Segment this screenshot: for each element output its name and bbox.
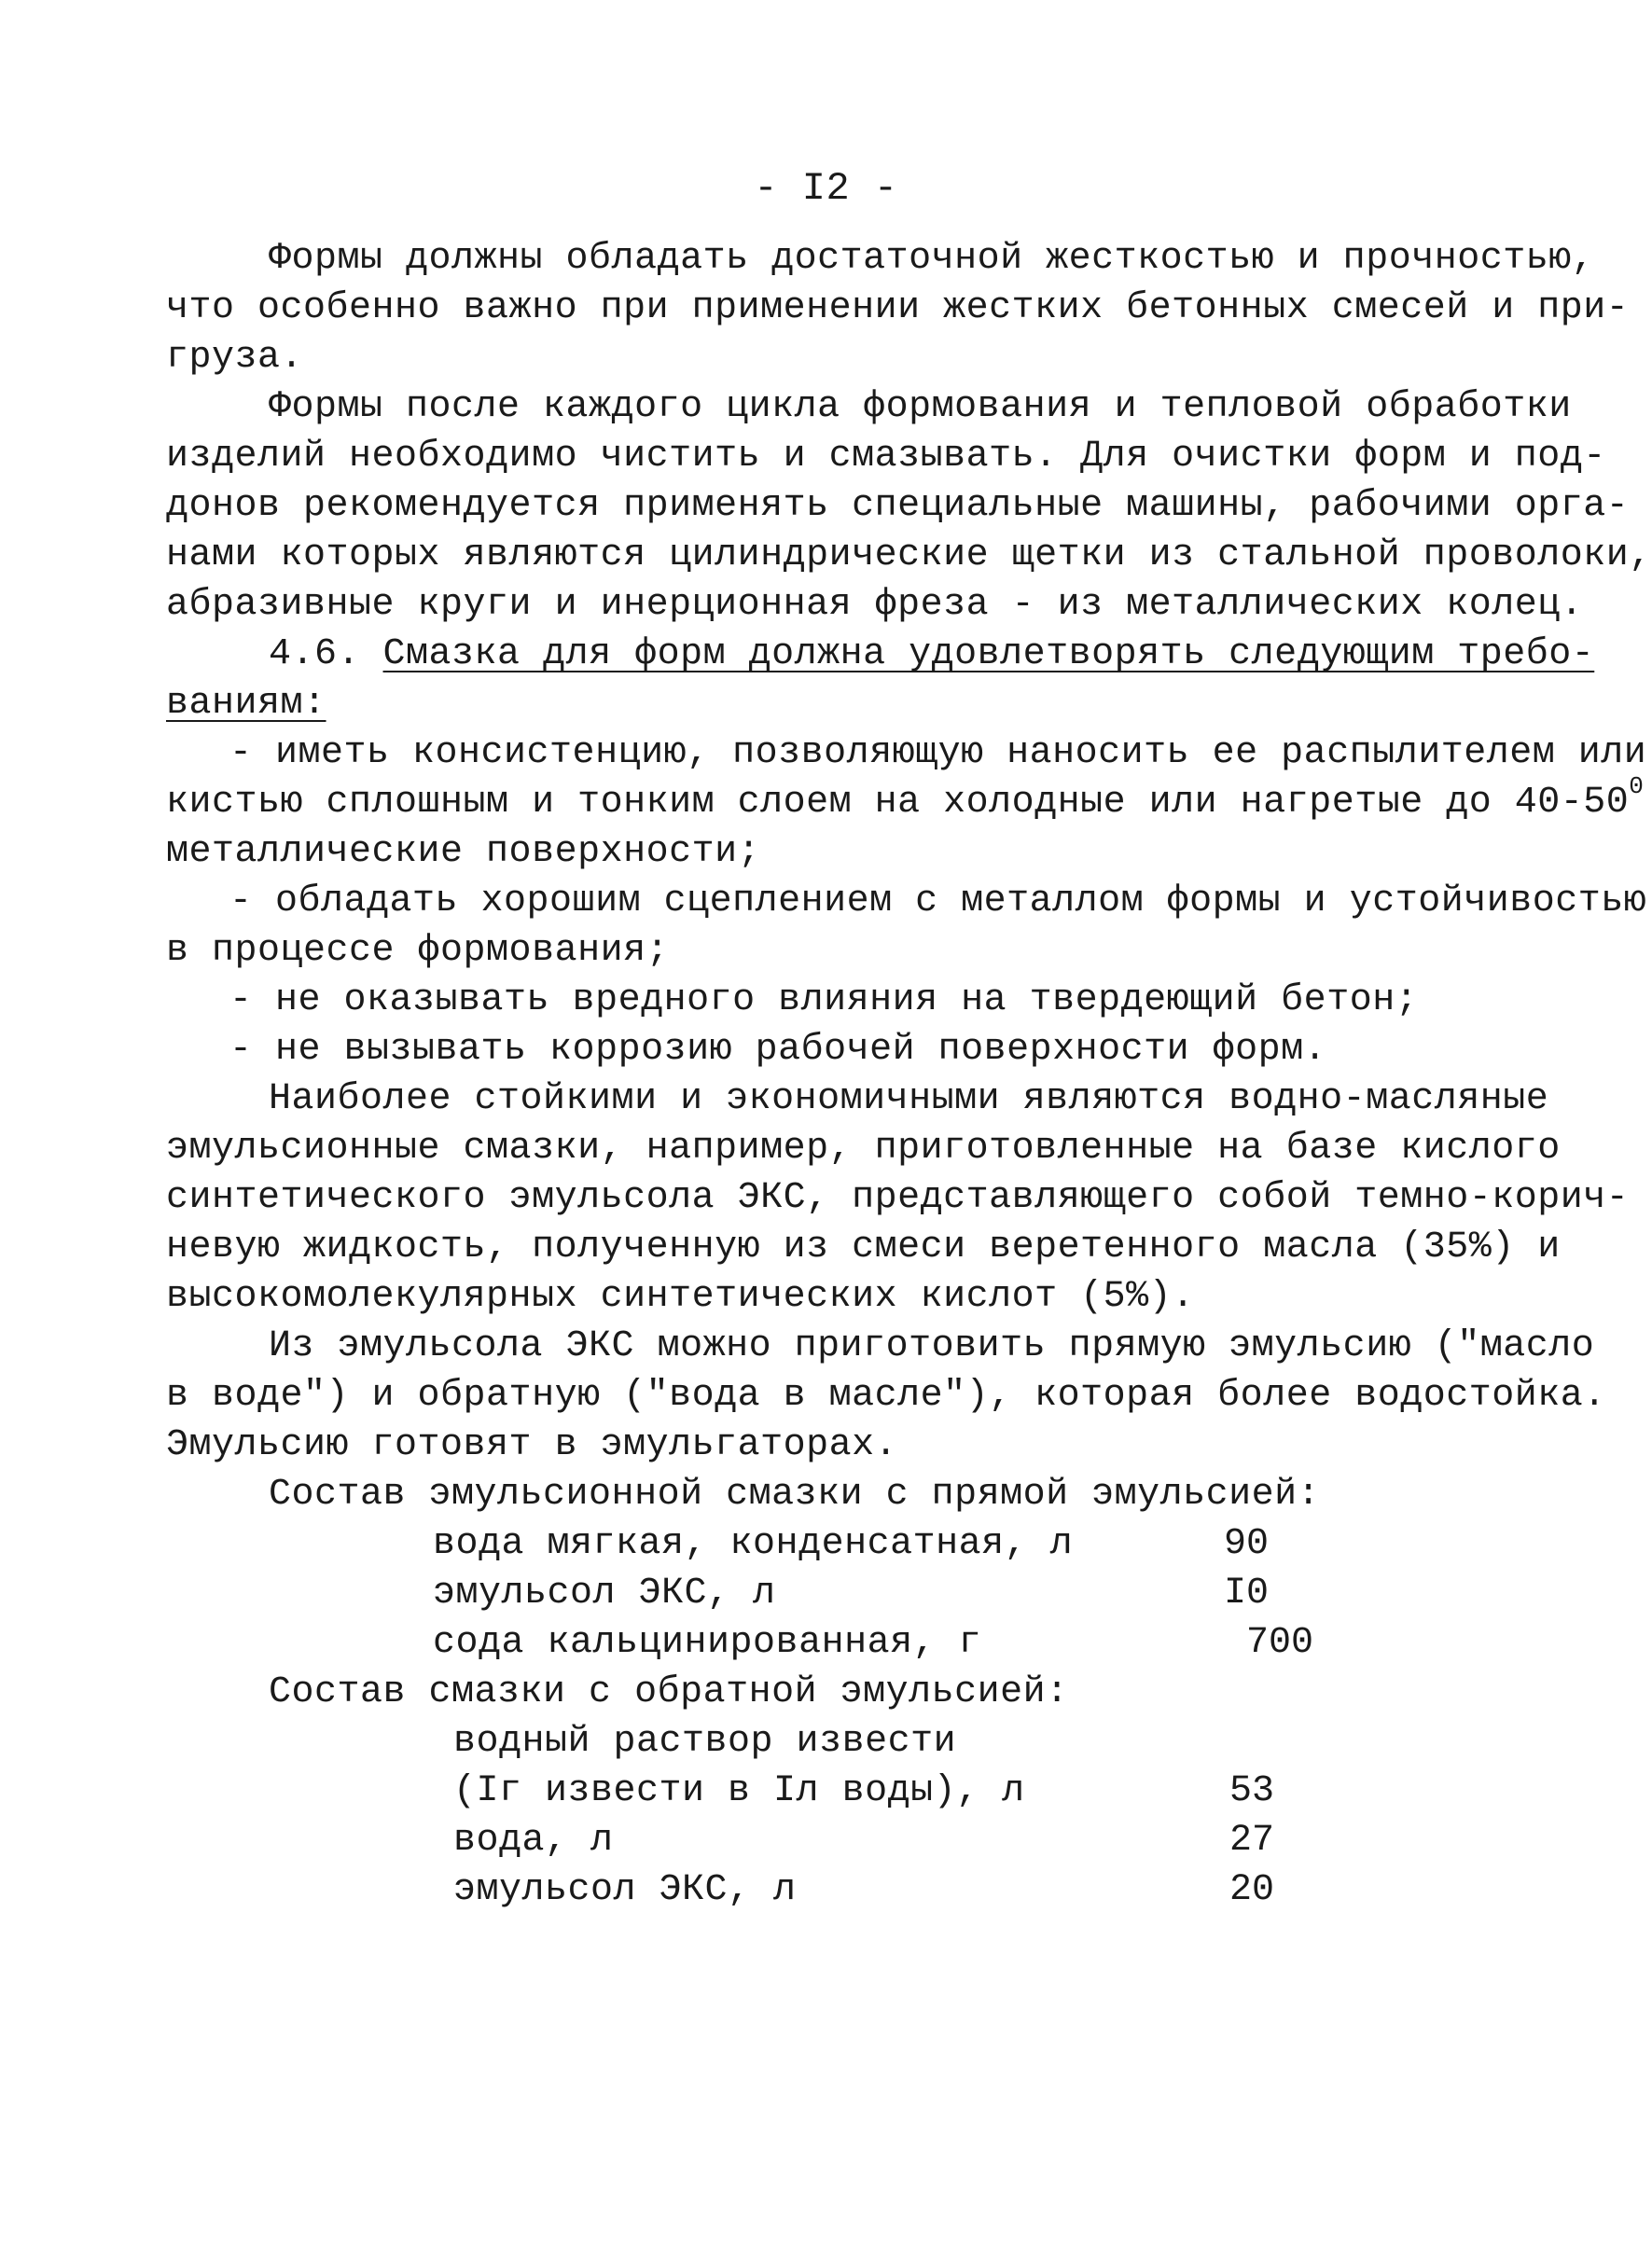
- degree-superscript: 0: [1629, 772, 1645, 800]
- ingredient-name: эмульсол ЭКС, л: [453, 1869, 797, 1911]
- ingredient-name: (Iг извести в Iл воды), л: [453, 1770, 1025, 1812]
- text-line: Эмульсию готовят в эмульгаторах.: [166, 1424, 898, 1466]
- ingredient-value: 90: [1224, 1523, 1270, 1565]
- text-line: высокомолекулярных синтетических кислот (5%).: [166, 1276, 1195, 1318]
- ingredient-value: 27: [1229, 1820, 1275, 1862]
- list-item: - обладать хорошим сцеплением с металлом формы и устойчивостью: [229, 880, 1647, 922]
- text-line: невую жидкость, полученную из смеси веретенного масла (35%) и: [166, 1227, 1561, 1268]
- composition-title-direct: Состав эмульсионной смазки с прямой эмульсией:: [269, 1474, 1321, 1516]
- page-number: - I2 -: [754, 166, 898, 211]
- text-line: изделий необходимо чистить и смазывать. Для очистки форм и под-: [166, 436, 1606, 478]
- text-line: Из эмульсола ЭКС можно приготовить прямую эмульсию ("масло: [269, 1325, 1595, 1367]
- text-line: эмульсионные смазки, например, приготовленные на базе кислого: [166, 1128, 1561, 1170]
- list-item: - не оказывать вредного влияния на твердеющий бетон;: [229, 979, 1419, 1021]
- text-line: Формы должны обладать достаточной жесткостью и прочностью,: [269, 238, 1595, 280]
- text-line: груза.: [166, 337, 304, 379]
- ingredient-name: вода мягкая, конденсатная, л: [433, 1523, 1074, 1565]
- ingredient-name: вода, л: [453, 1820, 614, 1862]
- section-number: 4.6.: [269, 633, 361, 675]
- section-title-underlined: ваниям:: [166, 683, 326, 725]
- text-line: донов рекомендуется применять специальные машины, рабочими орга-: [166, 485, 1630, 527]
- section-heading: [269, 631, 1594, 679]
- section-title-underlined: Смазка для форм должна удовлетворять следующим требо-: [382, 633, 1595, 675]
- text-line: [166, 772, 1645, 827]
- ingredient-value: 53: [1229, 1770, 1275, 1812]
- ingredient-value: 20: [1229, 1869, 1275, 1911]
- ingredient-value: 700: [1246, 1622, 1314, 1664]
- composition-title-reverse: Состав смазки с обратной эмульсией:: [269, 1671, 1069, 1713]
- text-line: что особенно важно при применении жестких бетонных смесей и при-: [166, 287, 1630, 329]
- ingredient-value: I0: [1224, 1573, 1270, 1615]
- ingredient-name: сода кальцинированная, г: [433, 1622, 982, 1664]
- ingredient-name: водный раствор извести: [453, 1721, 957, 1763]
- text-span: кистью сплошным и тонким слоем на холодные или нагретые до 40-50: [166, 782, 1630, 824]
- list-item: - не вызывать коррозию рабочей поверхности форм.: [229, 1029, 1327, 1071]
- text-line: в процессе формования;: [166, 930, 670, 972]
- text-line: Наиболее стойкими и экономичными являются водно-масляные: [269, 1078, 1549, 1120]
- text-line: в воде") и обратную ("вода в масле"), которая более водостойка.: [166, 1375, 1606, 1417]
- ingredient-name: эмульсол ЭКС, л: [433, 1573, 776, 1615]
- text-line: нами которых являются цилиндрические щетки из стальной проволоки,: [166, 534, 1652, 576]
- section-heading-continued: [166, 680, 326, 728]
- list-item: - иметь консистенцию, позволяющую наносить ее распылителем или: [229, 732, 1647, 774]
- text-line: Формы после каждого цикла формования и тепловой обработки: [269, 386, 1572, 428]
- text-line: абразивные круги и инерционная фреза - из металлических колец.: [166, 584, 1584, 626]
- text-line: металлические поверхности;: [166, 831, 761, 873]
- text-line: синтетического эмульсола ЭКС, представляющего собой темно-корич-: [166, 1177, 1630, 1219]
